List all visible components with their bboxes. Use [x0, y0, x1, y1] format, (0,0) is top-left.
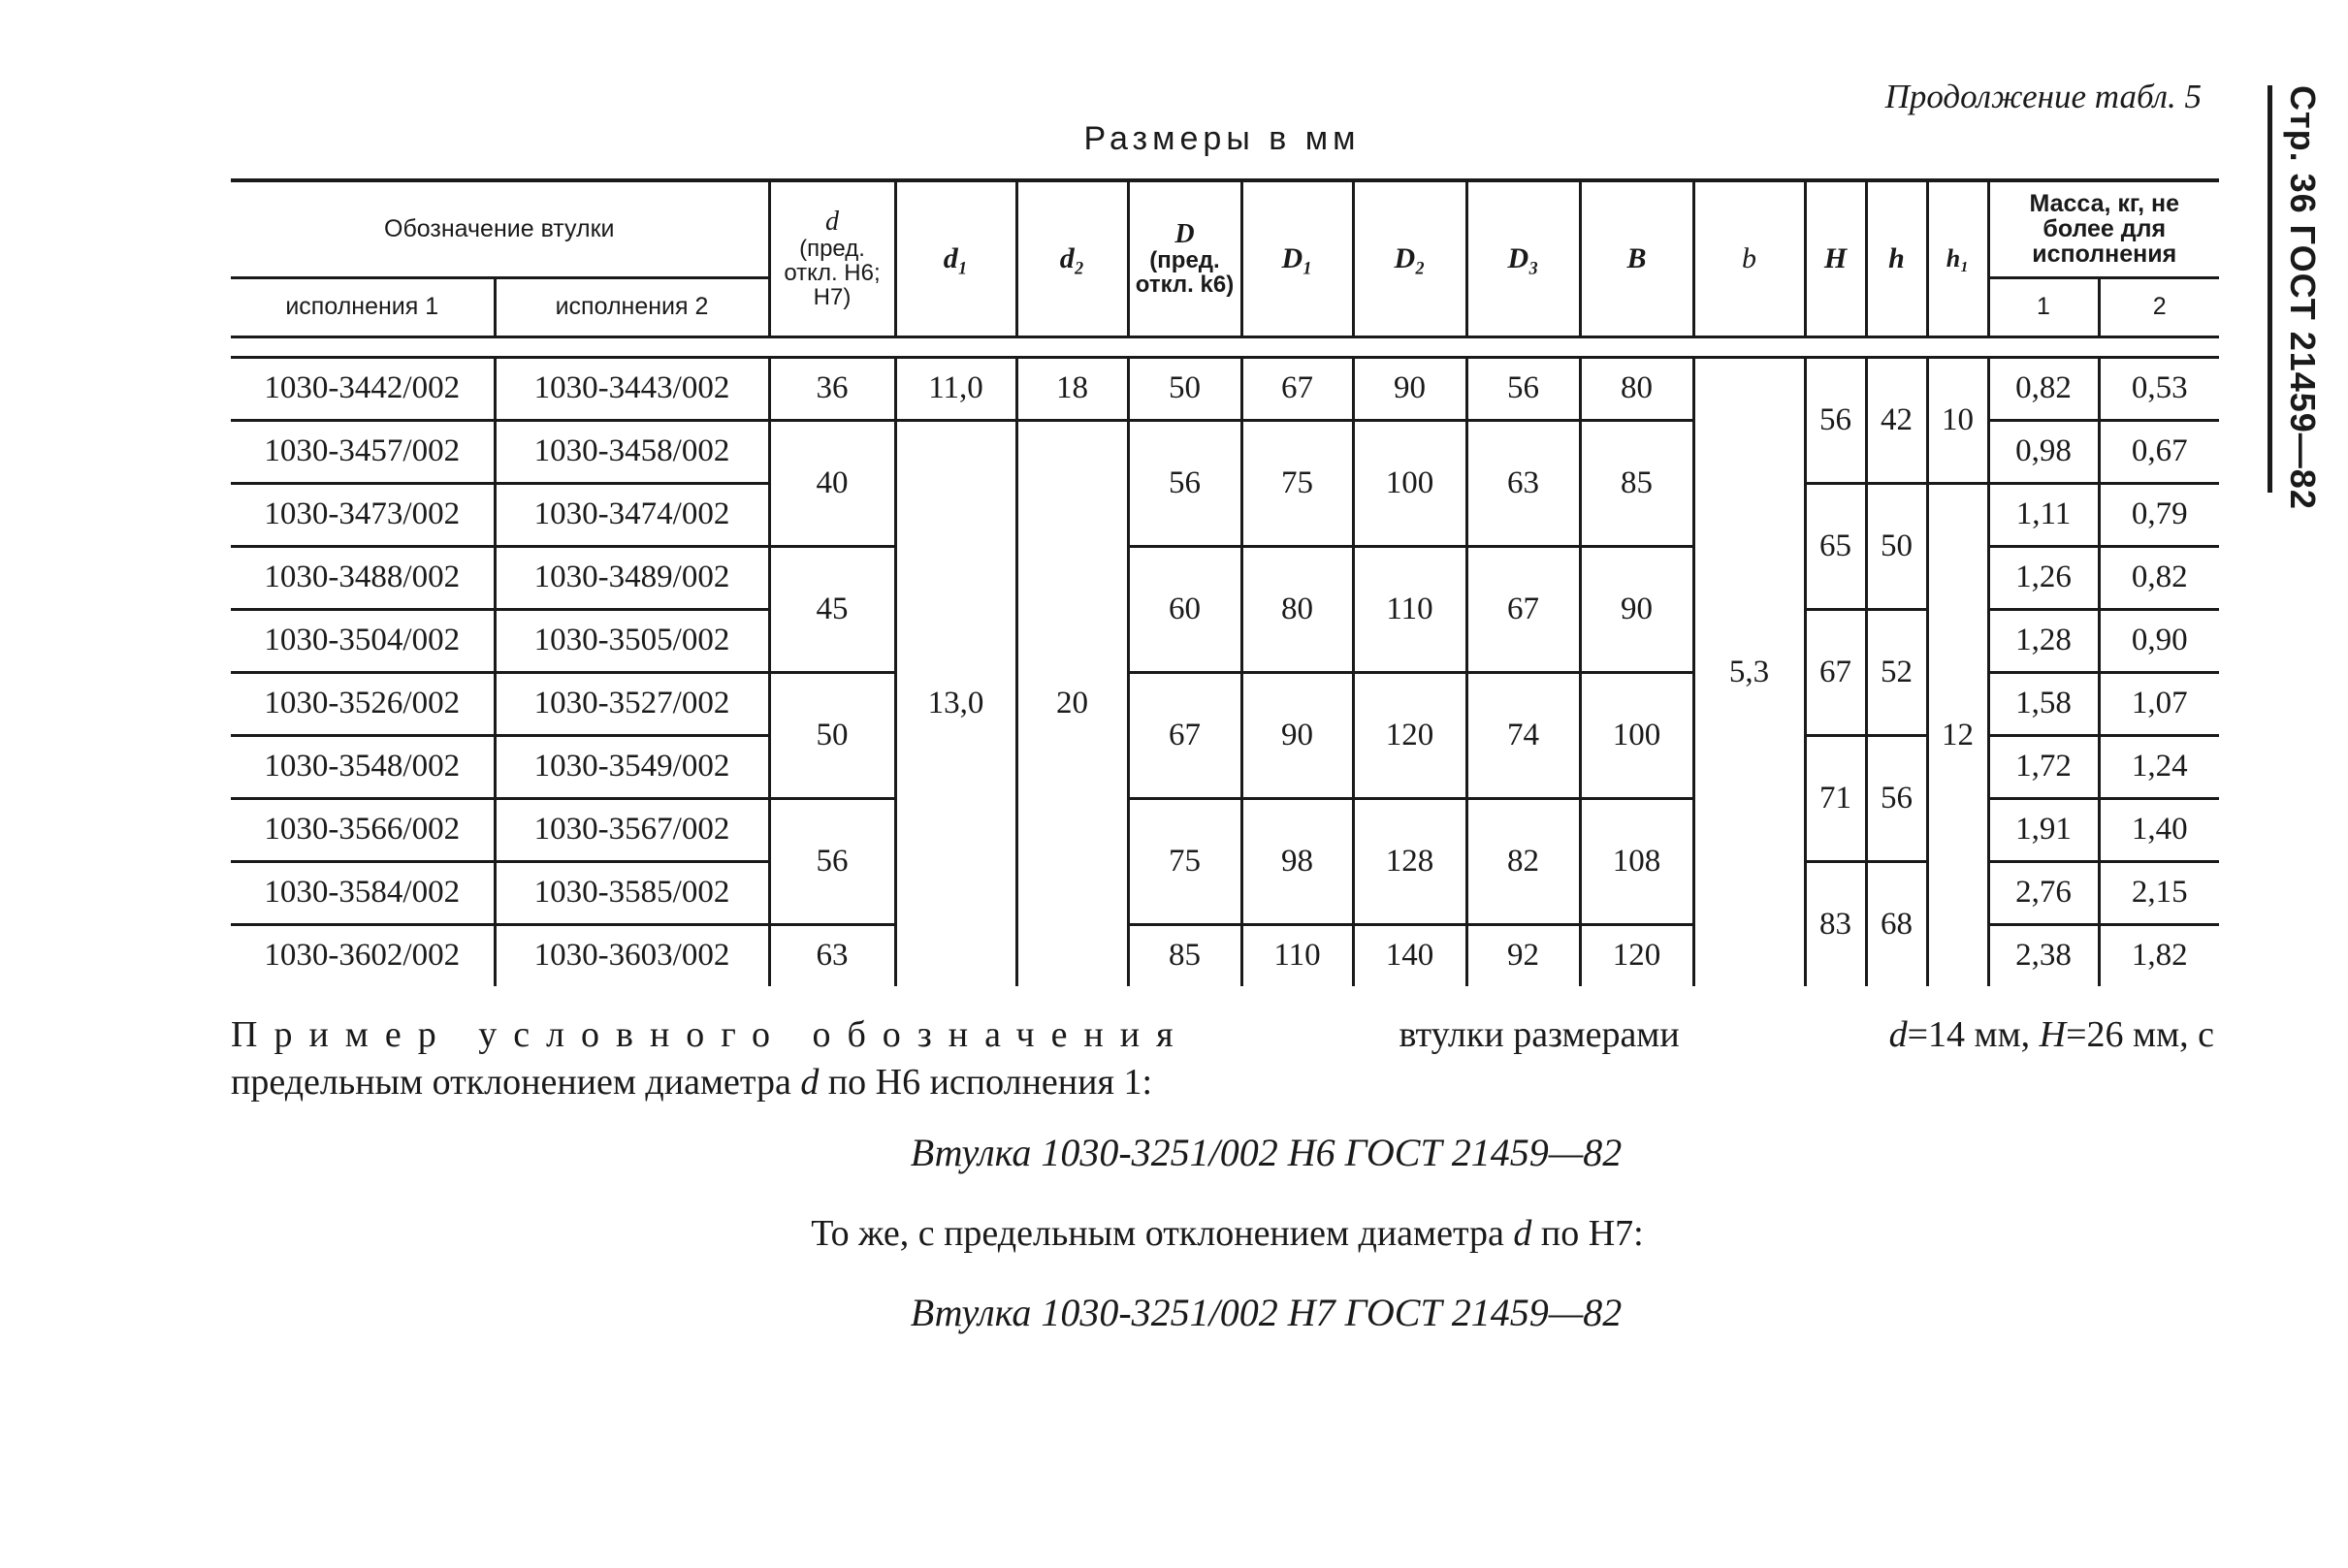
variant1-cell: 1030-3442/002: [231, 357, 495, 420]
B-cell: 80: [1580, 357, 1693, 420]
d-symbol-inline: d: [1513, 1213, 1532, 1254]
H-header: H: [1805, 180, 1866, 336]
variant2-cell: 1030-3474/002: [495, 483, 769, 546]
D2-cell: 110: [1353, 546, 1466, 672]
variant1-cell: 1030-3504/002: [231, 609, 495, 672]
variant1-cell: 1030-3526/002: [231, 672, 495, 735]
variant1-cell: 1030-3584/002: [231, 861, 495, 924]
mass1-cell: 0,98: [1988, 420, 2099, 483]
H-cell: 56: [1805, 357, 1866, 483]
variant2-cell: 1030-3527/002: [495, 672, 769, 735]
variant1-cell: 1030-3548/002: [231, 735, 495, 798]
example-intro: Пример условного обозначения: [231, 1014, 1190, 1055]
d-value: =14 мм,: [1907, 1014, 2031, 1055]
mass1-cell: 1,26: [1988, 546, 2099, 609]
mass2-cell: 1,40: [2099, 798, 2219, 861]
h1-cell: 12: [1927, 483, 1988, 986]
h1-header: h₁: [1927, 180, 1988, 336]
B-cell: 90: [1580, 546, 1693, 672]
variant1-cell: 1030-3602/002: [264, 938, 461, 973]
D2-header: D₂: [1353, 180, 1466, 336]
designation-example-h7: Втулка 1030-3251/002 H7 ГОСТ 21459—82: [910, 1291, 1623, 1334]
b-cell: 5,3: [1693, 357, 1805, 986]
D1-cell: 110: [1241, 924, 1353, 986]
variant1-cell: 1030-3457/002: [231, 420, 495, 483]
mass2-header: 2: [2099, 277, 2219, 336]
mass1-cell: 1,58: [1988, 672, 2099, 735]
example-params: [1889, 1013, 2214, 1056]
mass1-cell: 1,11: [1988, 483, 2099, 546]
h-cell: 50: [1866, 483, 1927, 609]
designation-header: Обозначение втулки: [231, 180, 769, 277]
mass1-cell: 1,72: [1988, 735, 2099, 798]
B-header: B: [1580, 180, 1693, 336]
D2-cell: 120: [1353, 672, 1466, 798]
D1-cell: 80: [1241, 546, 1353, 672]
continuation-label: Продолжение табл. 5: [1884, 78, 2202, 115]
D3-cell: 82: [1466, 798, 1580, 924]
D-cell: 85: [1128, 924, 1241, 986]
B-cell: 120: [1580, 924, 1693, 986]
same-h7-b: по H7:: [1540, 1213, 1644, 1254]
d-cell: 45: [769, 546, 895, 672]
D1-header: D₁: [1241, 180, 1353, 336]
example-line2-b: по H6 исполнения 1:: [827, 1062, 1153, 1103]
D3-cell: 63: [1466, 420, 1580, 546]
D-cell: 56: [1128, 420, 1241, 546]
example-paragraph-line1: [231, 1013, 2214, 1056]
variant2-header: исполнения 2: [495, 277, 769, 336]
B-cell: 85: [1580, 420, 1693, 546]
d1-cell: 11,0: [895, 357, 1016, 420]
mass2-cell: 0,90: [2099, 609, 2219, 672]
d1-cell: 13,0: [895, 420, 1016, 986]
D-cell: 75: [1128, 798, 1241, 924]
d2-cell: 18: [1016, 357, 1128, 420]
D2-cell: 128: [1353, 798, 1466, 924]
D2-cell: 100: [1353, 420, 1466, 546]
mass2-cell: 1,82: [2099, 924, 2219, 986]
D3-cell: 56: [1466, 357, 1580, 420]
variant1-header: исполнения 1: [231, 277, 495, 336]
D3-header: D₃: [1466, 180, 1580, 336]
d1-header: d₁: [895, 180, 1016, 336]
page-header-rule: [2268, 85, 2272, 493]
D1-cell: 67: [1241, 357, 1353, 420]
variant2-cell: 1030-3549/002: [495, 735, 769, 798]
d2-cell: 20: [1016, 420, 1128, 986]
d-header: [769, 180, 895, 336]
bushing-dimensions-table: [231, 178, 2219, 986]
h-cell: 42: [1866, 357, 1927, 483]
same-h7-a: То же, с предельным отклонением диаметра: [811, 1213, 1504, 1254]
variant2-cell: 1030-3603/002: [495, 924, 769, 986]
variant2-cell: 1030-3585/002: [495, 861, 769, 924]
example-line2-a: предельным отклонением диаметра: [231, 1062, 791, 1103]
H-cell: 67: [1805, 609, 1866, 735]
table-row: [231, 357, 2219, 420]
mass2-cell: 0,82: [2099, 546, 2219, 609]
h1-cell: 10: [1927, 357, 1988, 483]
mass2-cell: 1,24: [2099, 735, 2219, 798]
page-reference: Стр. 36 ГОСТ 21459—82: [2283, 85, 2323, 510]
H-cell: 65: [1805, 483, 1866, 609]
H-value: =26 мм, с: [2066, 1014, 2214, 1055]
D-note: (пред. откл. k6): [1135, 247, 1235, 299]
d-symbol-inline: d: [1888, 1014, 1908, 1055]
mass2-cell: 0,67: [2099, 420, 2219, 483]
h-cell: 52: [1866, 609, 1927, 735]
mass1-cell: 1,28: [1988, 609, 2099, 672]
d-note: (пред. откл. H6; H7): [784, 235, 881, 311]
d-symbol: d: [825, 207, 839, 238]
h-cell: 56: [1866, 735, 1927, 861]
mass2-cell: 0,53: [2099, 357, 2219, 420]
D-symbol: D: [1174, 218, 1195, 249]
H-cell: 83: [1805, 861, 1866, 986]
mass-header: Масса, кг, не более для исполнения: [1988, 180, 2219, 277]
same-h7-paragraph: [0, 1212, 2348, 1255]
D-header: [1128, 180, 1241, 336]
variant2-cell: 1030-3443/002: [495, 357, 769, 420]
variant1-cell: 1030-3473/002: [231, 483, 495, 546]
variant2-cell: 1030-3567/002: [495, 798, 769, 861]
d-cell: 56: [769, 798, 895, 924]
mass2-cell: 0,79: [2099, 483, 2219, 546]
D-cell: 50: [1128, 357, 1241, 420]
B-cell: 100: [1580, 672, 1693, 798]
variant2-cell: 1030-3458/002: [495, 420, 769, 483]
D3-cell: 74: [1466, 672, 1580, 798]
h-header: h: [1866, 180, 1927, 336]
H-cell: 71: [1805, 735, 1866, 861]
variant1-cell: 1030-3566/002: [231, 798, 495, 861]
H-symbol-inline: H: [2039, 1014, 2067, 1055]
D1-cell: 75: [1241, 420, 1353, 546]
h-cell: 68: [1866, 861, 1927, 986]
example-paragraph-line2: [231, 1061, 2214, 1104]
d-cell: 40: [769, 420, 895, 546]
variant2-cell: 1030-3505/002: [495, 609, 769, 672]
variant2-cell: 1030-3489/002: [495, 546, 769, 609]
mass2-cell: 1,07: [2099, 672, 2219, 735]
mass1-header: 1: [1988, 277, 2099, 336]
mass2-cell: 2,15: [2099, 861, 2219, 924]
D3-cell: 67: [1466, 546, 1580, 672]
mass1-cell: 0,82: [1988, 357, 2099, 420]
b-header: b: [1693, 180, 1805, 336]
mass1-cell: 2,38: [1988, 924, 2099, 986]
size-caption: Размеры в мм: [1083, 120, 1361, 157]
d-cell: 63: [769, 924, 895, 986]
d2-header: d₂: [1016, 180, 1128, 336]
D1-cell: 90: [1241, 672, 1353, 798]
designation-example-h6: Втулка 1030-3251/002 H6 ГОСТ 21459—82: [910, 1131, 1623, 1174]
B-cell: 108: [1580, 798, 1693, 924]
mass1-cell: 1,91: [1988, 798, 2099, 861]
d-cell: 50: [769, 672, 895, 798]
D-cell: 60: [1128, 546, 1241, 672]
mass1-cell: 2,76: [1988, 861, 2099, 924]
D2-cell: 140: [1353, 924, 1466, 986]
example-intro-rest: втулки размерами: [1399, 1014, 1680, 1055]
D3-cell: 92: [1466, 924, 1580, 986]
D-cell: 67: [1128, 672, 1241, 798]
d-symbol-inline: d: [800, 1062, 820, 1103]
d-cell: 36: [769, 357, 895, 420]
D2-cell: 90: [1353, 357, 1466, 420]
variant1-cell: 1030-3488/002: [231, 546, 495, 609]
D1-cell: 98: [1241, 798, 1353, 924]
